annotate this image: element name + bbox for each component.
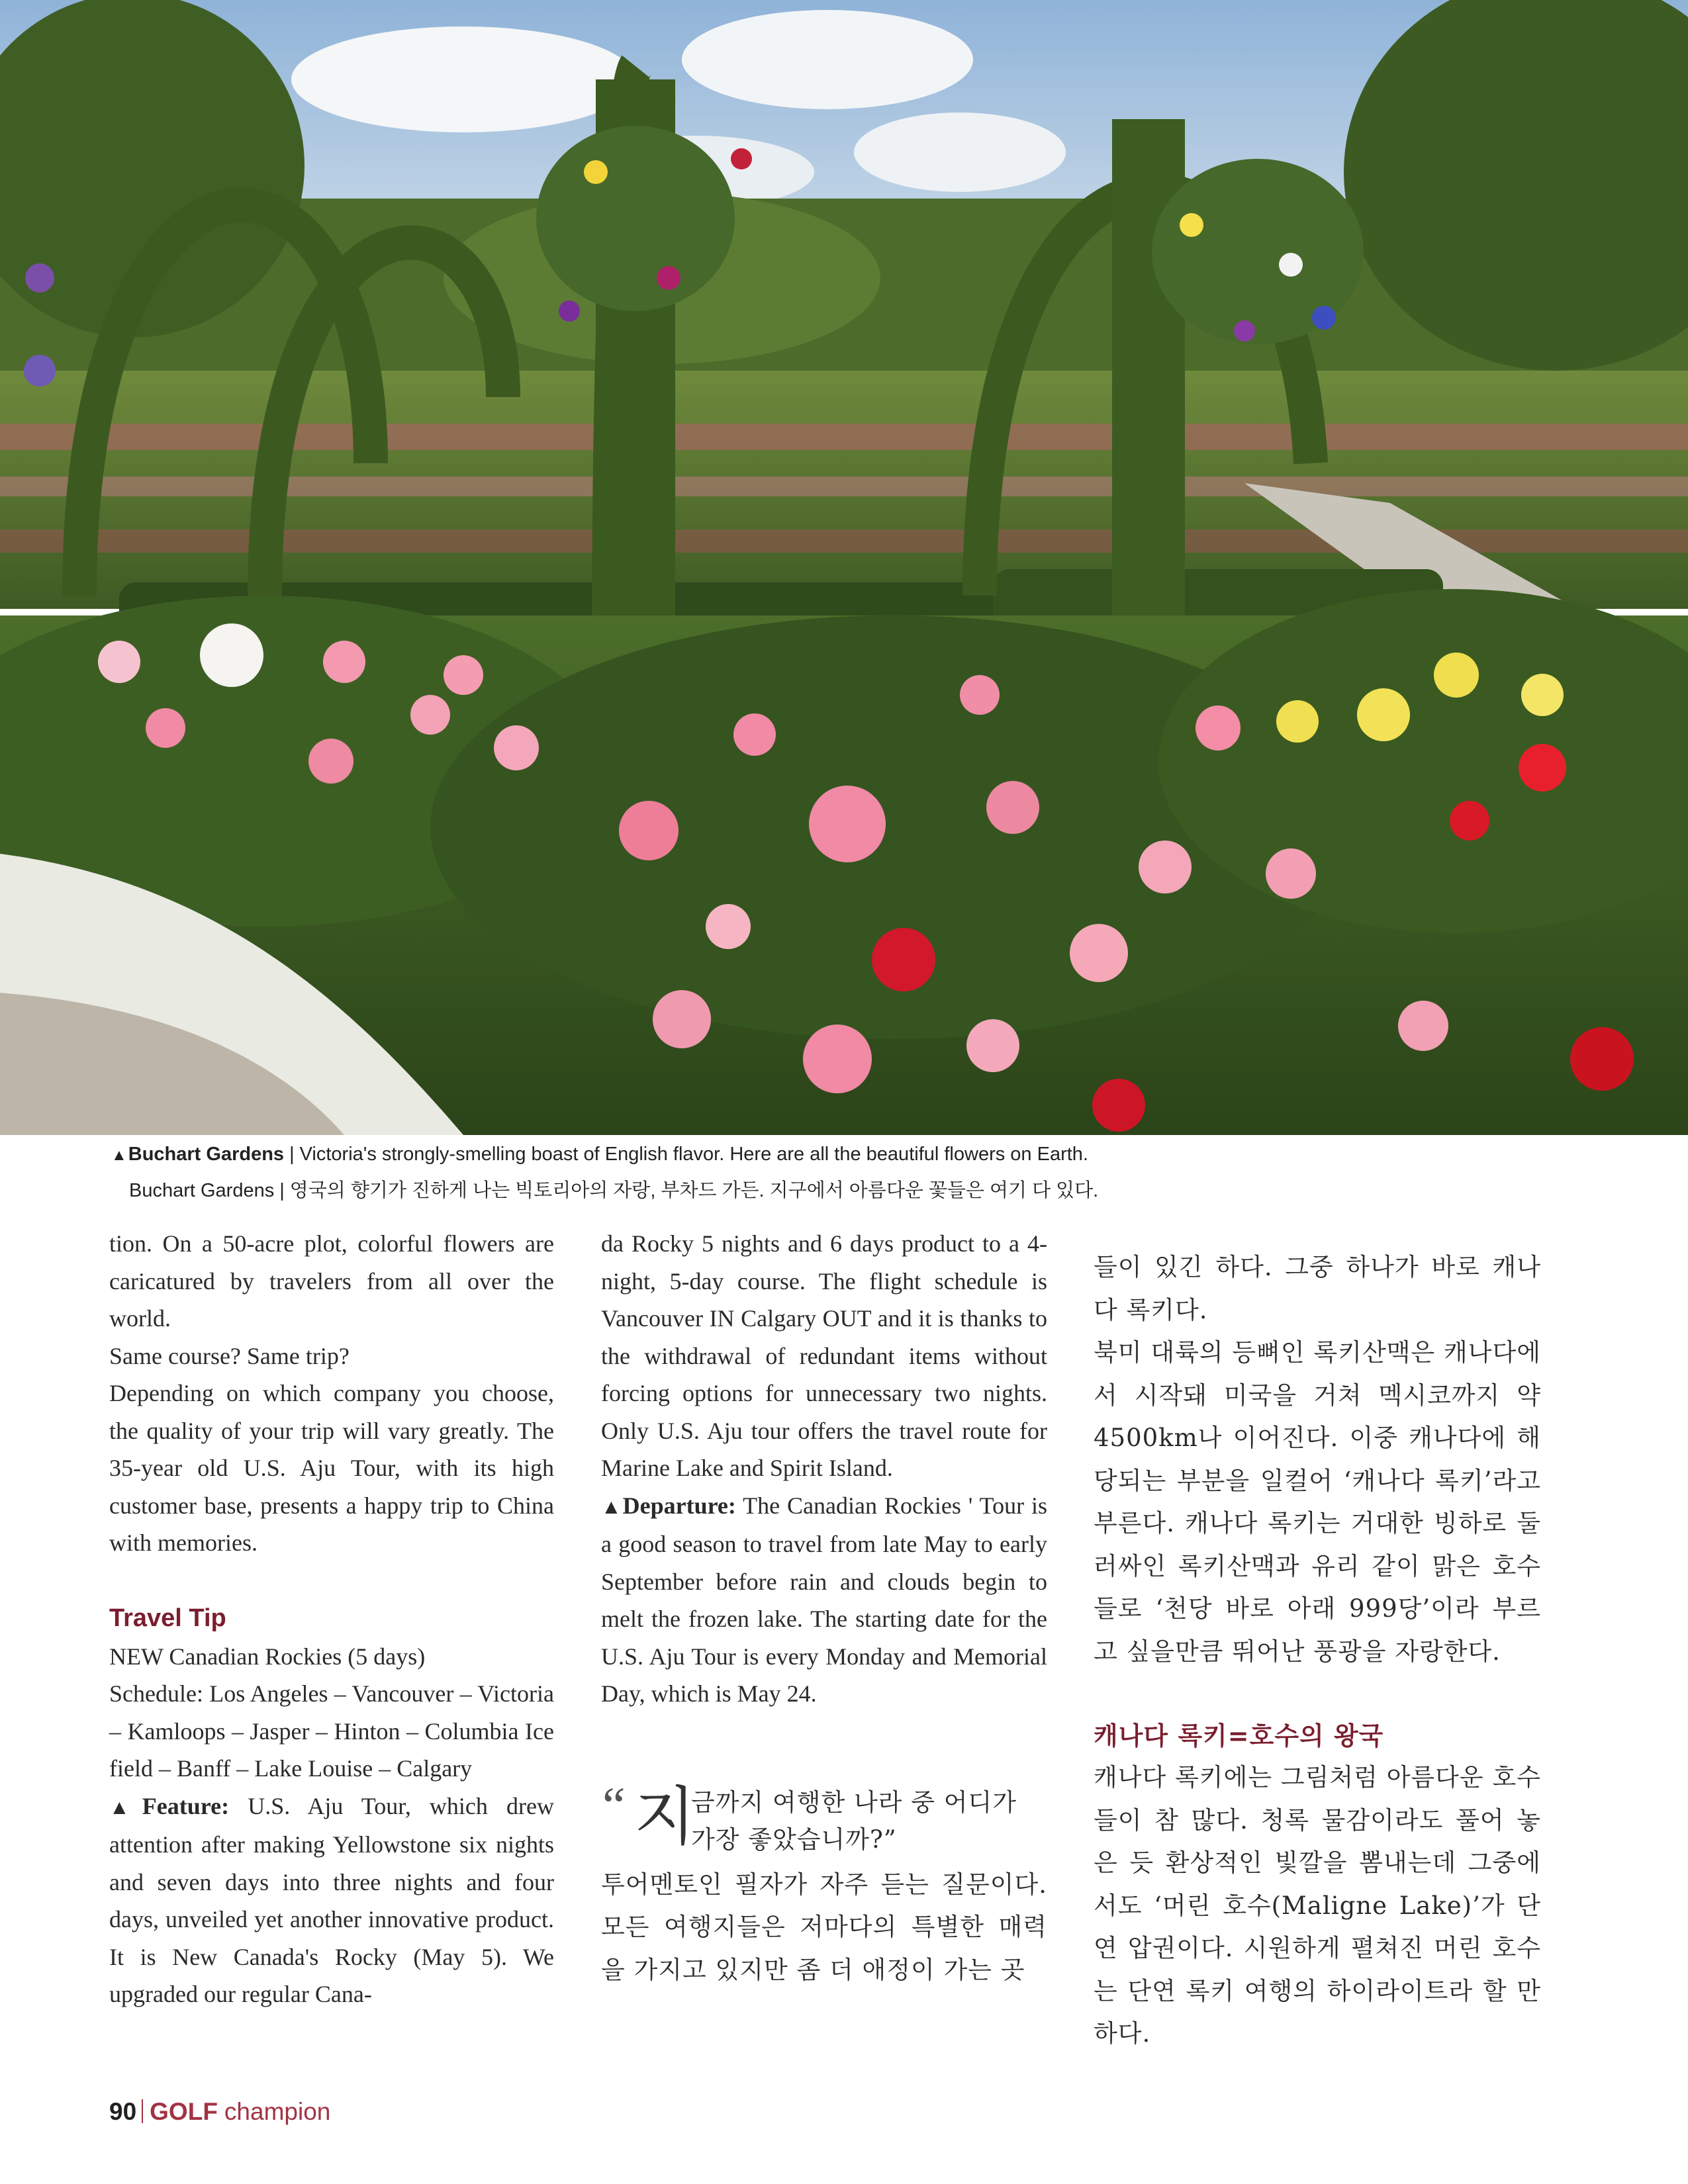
caption-text-en: Victoria's strongly-smelling boast of English flavor. Here are all the beautiful flowers on Earth.	[299, 1144, 1088, 1165]
caption-separator-ko: |	[279, 1180, 285, 1201]
photo-caption-ko	[129, 1175, 1098, 1203]
lake-kingdom-heading: 캐나다 록키=호수의 왕국	[1094, 1721, 1384, 1751]
drop-cap: 지	[634, 1779, 696, 1854]
departure-paragraph	[601, 1487, 1047, 1713]
paragraph: 들이 있긴 하다. 그중 하나가 바로 캐나다 록키다.	[1094, 1253, 1541, 1324]
caption-title-en: Buchart Gardens	[128, 1144, 285, 1165]
triangle-marker-icon: ▲	[111, 1146, 127, 1164]
caption-title-ko: Buchart Gardens	[129, 1180, 275, 1201]
caption-text-ko: 영국의 향기가 진하게 나는 빅토리아의 자랑, 부차드 가든. 지구에서 아름다운 꽃들은 여기 다 있다.	[289, 1180, 1099, 1201]
article-column-1	[109, 1225, 554, 2013]
paragraph: NEW Canadian Rockies (5 days)	[109, 1643, 426, 1670]
pull-quote	[601, 1776, 1047, 1992]
paragraph: 캐나다 록키에는 그림처럼 아름다운 호수들이 참 많다. 청록 물감이라도 풀어 놓은 듯 환상적인 빛깔을 뽐내는데 그중에서도 ‘머린 호수(Maligne Lake)’가 단연 압권이다. 시원하게 펼쳐진 머린 호수는 단연 록키 여행의 하이라이트라 할 만하다.	[1094, 1763, 1541, 2048]
schedule-paragraph: Schedule: Los Angeles – Vancouver – Victoria – Kamloops – Jasper – Hinton – Columbia Ice field – Banff – Lake Louise – Calgary	[109, 1680, 554, 1782]
quote-line-1: 금까지 여행한 나라 중 어디가	[691, 1788, 1017, 1817]
feature-label: Feature:	[142, 1792, 230, 1819]
page-footer	[109, 2098, 330, 2126]
departure-text: The Canadian Rockies ' Tour is a good season to travel from late May to early September before rain and clouds begin to melt the frozen lake. The starting date for the U.S. Aju Tour is every Monday and Memorial Day, which is May 24.	[601, 1492, 1047, 1707]
photo-caption-en	[111, 1144, 1088, 1165]
article-column-3	[1094, 1246, 1541, 2056]
paragraph: Depending on which company you choose, the quality of your trip will vary greatly. The 35-year old U.S. Aju Tour, with its high customer base, presents a happy trip to China with memories.	[109, 1380, 554, 1556]
magazine-name-light: champion	[224, 2098, 331, 2125]
quote-line-2: 가장 좋았습니까?”	[691, 1825, 897, 1854]
caption-separator: |	[289, 1144, 295, 1165]
paragraph: 북미 대륙의 등뼈인 록키산맥은 캐나다에서 시작돼 미국을 거쳐 멕시코까지 약 4500km나 이어진다. 이중 캐나다에 해당되는 부분을 일컬어 ‘캐나다 록키’라고 부른다. 캐나다 록키는 거대한 빙하로 둘러싸인 록키산맥과 유리 같이 맑은 호수들로 ‘천당 바로 아래 999당’이라 부르고 싶을만큼 뛰어난 풍광을 자랑한다.	[1094, 1338, 1541, 1666]
feature-paragraph	[109, 1788, 554, 2013]
departure-label: Departure:	[622, 1492, 736, 1519]
paragraph: tion. On a 50-acre plot, colorful flowers are caricatured by travelers from all over the world.	[109, 1230, 554, 1332]
article-column-2	[601, 1225, 1047, 1991]
triangle-marker-icon: ▲	[109, 1795, 142, 1819]
feature-text: U.S. Aju Tour, which drew attention after making Yellowstone six nights and seven days into three nights and four days, unveiled yet another innovative product. It is New Canada's Rocky (May 5). We upgraded our regular Cana-	[109, 1792, 554, 2007]
page-number: 90	[109, 2098, 137, 2125]
triangle-marker-icon: ▲	[601, 1494, 623, 1518]
paragraph: da Rocky 5 nights and 6 days product to a 4-night, 5-day course. The flight schedule is Vancouver IN Calgary OUT and it is thanks to the withdrawal of redundant items without forcing options for unnecessary two nights. Only U.S. Aju tour offers the travel route for Marine Lake and Spirit Island.	[601, 1230, 1047, 1481]
paragraph: Same course? Same trip?	[109, 1342, 350, 1369]
quote-body: 투어멘토인 필자가 자주 듣는 질문이다. 모든 여행지들은 저마다의 특별한 매력을 가지고 있지만 좀 더 애정이 가는 곳	[601, 1870, 1047, 1984]
magazine-name-bold: GOLF	[150, 2098, 218, 2125]
open-quote-mark: “	[602, 1776, 626, 1834]
footer-divider	[142, 2099, 143, 2123]
travel-tip-heading: Travel Tip	[109, 1604, 226, 1632]
